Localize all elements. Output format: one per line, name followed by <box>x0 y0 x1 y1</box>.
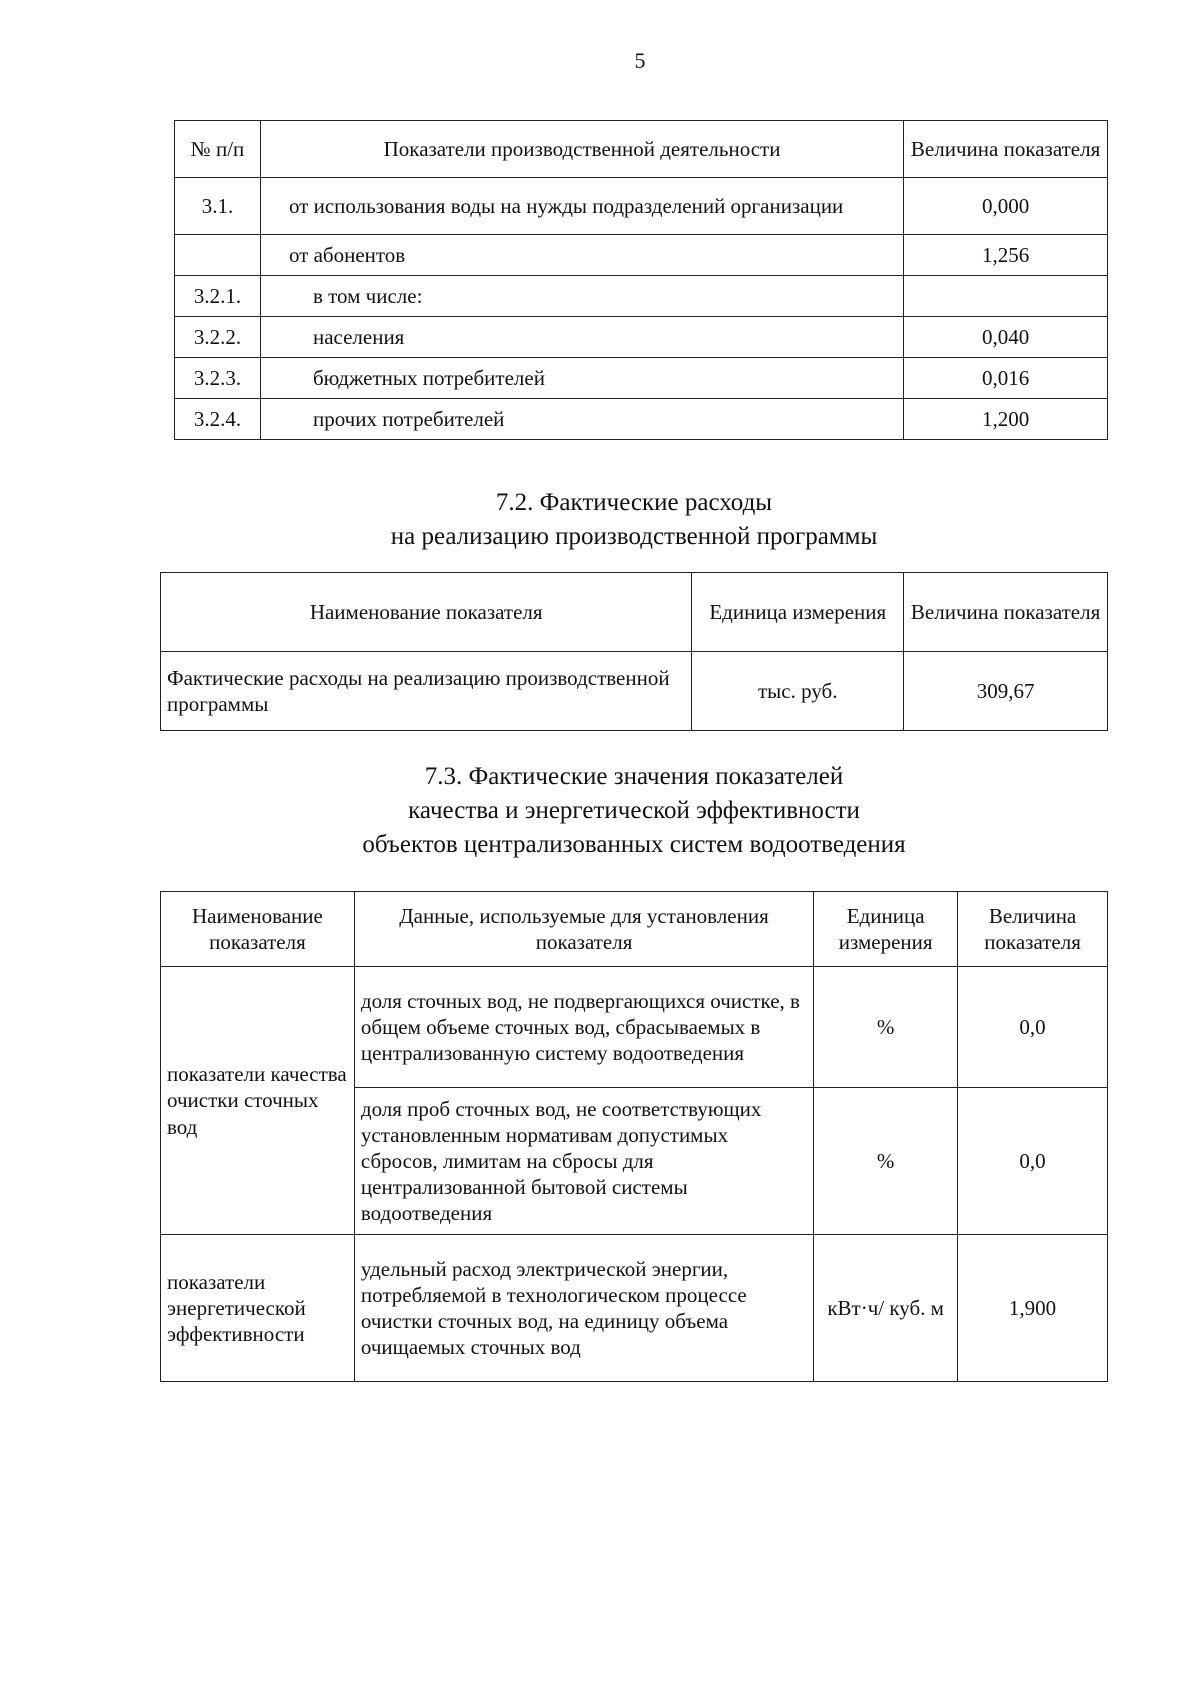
row-label: в том числе: <box>260 276 903 317</box>
column-header-value: Величина показателя <box>958 892 1108 967</box>
row-unit: кВт·ч/ куб. м <box>814 1235 958 1382</box>
row-value: 0,000 <box>904 178 1108 235</box>
row-value: 0,0 <box>958 1088 1108 1235</box>
production-indicators-table <box>174 120 1108 440</box>
row-label: населения <box>260 317 903 358</box>
section-7-2-title-line1: 7.2. Фактические расходы <box>495 489 773 516</box>
section-7-3-heading <box>160 760 1108 862</box>
row-label: прочих потребителей <box>260 399 903 440</box>
row-value: 1,200 <box>904 399 1108 440</box>
row-value: 0,016 <box>904 358 1108 399</box>
row-num: 3.2.3. <box>175 358 261 399</box>
column-header-indicator: Показатели производственной деятельности <box>260 121 903 178</box>
row-name: Фактические расходы на реализацию производственной программы <box>161 652 692 731</box>
column-header-data: Данные, используемые для установления показателя <box>354 892 813 967</box>
row-num: 3.2.4. <box>175 399 261 440</box>
column-header-unit: Единица измерения <box>814 892 958 967</box>
row-value <box>904 276 1108 317</box>
row-data: доля сточных вод, не подвергающихся очистке, в общем объеме сточных вод, сбрасываемых в централизованную систему водоотведения <box>354 967 813 1088</box>
table-header-row <box>161 892 1108 967</box>
column-header-unit: Единица измерения <box>692 573 904 652</box>
table-row <box>175 178 1108 235</box>
table-row <box>175 399 1108 440</box>
row-label: от абонентов <box>260 235 903 276</box>
group-name: показатели качества очистки сточных вод <box>161 967 355 1235</box>
section-7-3-title-line1: 7.3. Фактические значения показателей <box>424 763 844 790</box>
table-row <box>161 652 1108 731</box>
row-value: 0,040 <box>904 317 1108 358</box>
column-header-name: Наименование показателя <box>161 892 355 967</box>
row-unit: % <box>814 1088 958 1235</box>
row-label: бюджетных потребителей <box>260 358 903 399</box>
row-data: удельный расход электрической энергии, потребляемой в технологическом процессе очистки сточных вод, на единицу объема очищаемых сточных вод <box>354 1235 813 1382</box>
section-7-2-heading <box>160 486 1108 554</box>
column-header-value: Величина показателя <box>904 573 1108 652</box>
row-data: доля проб сточных вод, не соответствующих установленным нормативам допустимых сбросов, лимитам на сбросы для централизованной бытовой системы водоотведения <box>354 1088 813 1235</box>
table-row <box>161 967 1108 1088</box>
quality-efficiency-table <box>160 891 1108 1382</box>
table-row <box>175 317 1108 358</box>
row-num: 3.2.1. <box>175 276 261 317</box>
table-row <box>175 276 1108 317</box>
page-number: 5 <box>634 48 646 73</box>
actual-expenses-table <box>160 572 1108 731</box>
table-row <box>175 235 1108 276</box>
column-header-value: Величина показателя <box>904 121 1108 178</box>
group-name: показатели энергетической эффективности <box>161 1235 355 1382</box>
row-value: 0,0 <box>958 967 1108 1088</box>
table-header-row <box>175 121 1108 178</box>
row-value: 309,67 <box>904 652 1108 731</box>
table-row <box>161 1235 1108 1382</box>
row-num: 3.2.2. <box>175 317 261 358</box>
row-unit: тыс. руб. <box>692 652 904 731</box>
section-7-2-title-line2: на реализацию производственной программы <box>390 523 878 550</box>
section-7-3-title-line3: объектов централизованных систем водоотведения <box>362 831 906 858</box>
row-value: 1,900 <box>958 1235 1108 1382</box>
row-label: от использования воды на нужды подразделений организации <box>260 178 903 235</box>
row-num <box>175 235 261 276</box>
row-value: 1,256 <box>904 235 1108 276</box>
section-7-3-title-line2: качества и энергетической эффективности <box>408 797 860 824</box>
table-header-row <box>161 573 1108 652</box>
row-unit: % <box>814 967 958 1088</box>
column-header-name: Наименование показателя <box>161 573 692 652</box>
row-num: 3.1. <box>175 178 261 235</box>
column-header-num: № п/п <box>175 121 261 178</box>
table-row <box>175 358 1108 399</box>
